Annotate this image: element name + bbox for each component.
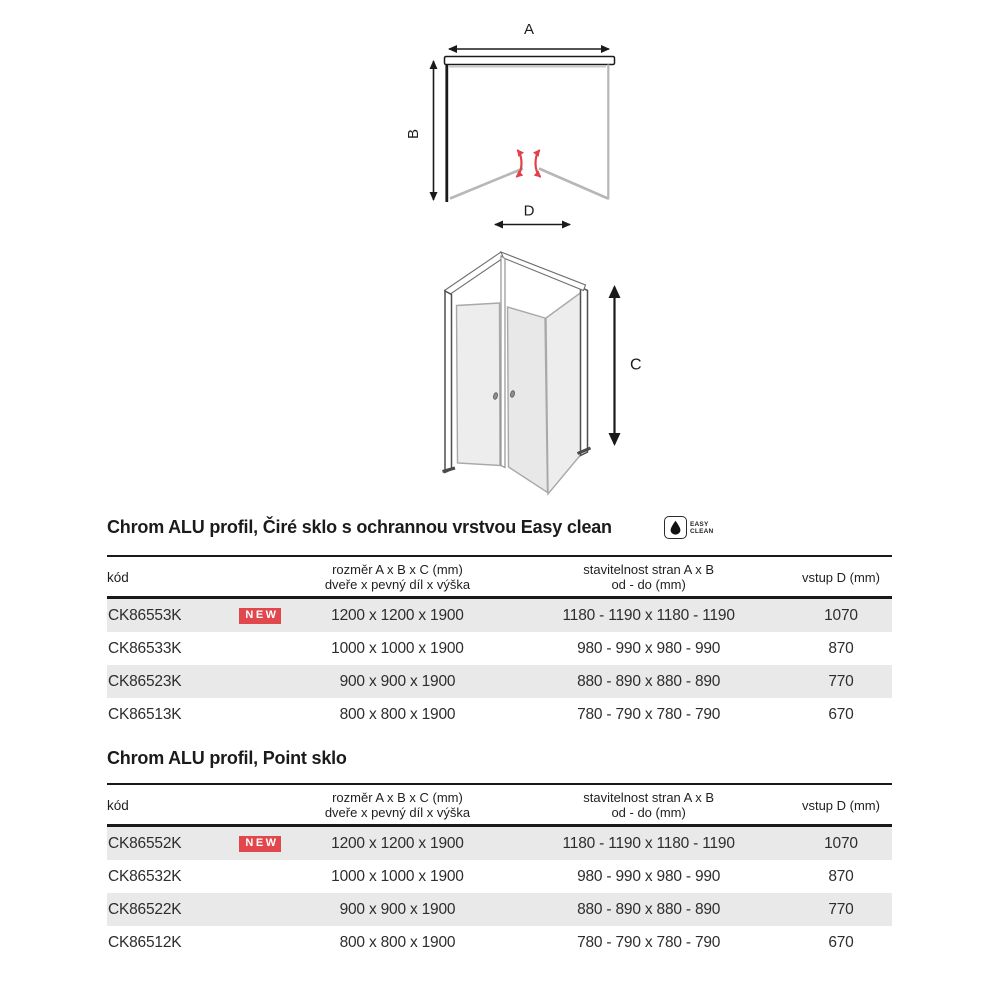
header-adjustability [507, 556, 790, 598]
code-cell [107, 826, 288, 861]
shower-enclosure-diagrams [388, 14, 668, 506]
header-size [288, 784, 508, 826]
code-cell [107, 632, 288, 665]
left-top-frame-bar [445, 252, 505, 296]
product-code: CK86522K [108, 900, 182, 918]
header-size-line1: rozměr A x B x C (mm) [332, 562, 463, 577]
spec-table-point-glass [107, 783, 892, 959]
dimension-cell: 1200 x 1200 x 1900 [331, 606, 464, 624]
adjustability-cell: 780 - 790 x 780 - 790 [577, 933, 721, 951]
table-row [107, 926, 892, 959]
header-adj-line1: stavitelnost stran A x B [583, 562, 715, 577]
adjustability-cell: 880 - 890 x 880 - 890 [577, 672, 721, 690]
left-door-open-line [450, 169, 523, 199]
dimension-cell: 800 x 800 x 1900 [339, 705, 456, 723]
product-code: CK86533K [108, 639, 182, 657]
header-code: kód [107, 784, 288, 826]
product-code: CK86512K [108, 933, 182, 951]
droplet-icon [664, 516, 687, 539]
header-code: kód [107, 556, 288, 598]
product-code: CK86553K [108, 606, 182, 624]
dimension-label-d: D [523, 202, 535, 220]
header-size-line2: dveře x pevný díl x výška [324, 805, 471, 820]
code-cell [107, 893, 288, 926]
table-header-row [107, 556, 892, 598]
entry-width-cell: 1070 [824, 834, 858, 852]
product-code: CK86513K [108, 705, 182, 723]
dimension-cell: 800 x 800 x 1900 [339, 933, 456, 951]
center-corner-mullion [501, 256, 505, 468]
table-row [107, 665, 892, 698]
easy-clean-line2: CLEAN [690, 527, 714, 535]
left-door-panel [457, 303, 501, 466]
code-cell [107, 665, 288, 698]
table-row [107, 598, 892, 633]
right-wall-profile [581, 287, 588, 456]
table-header-row [107, 784, 892, 826]
code-cell [107, 598, 288, 633]
header-adj-line1: stavitelnost stran A x B [583, 790, 715, 805]
easy-clean-line1: EASY [690, 520, 709, 528]
adjustability-cell: 1180 - 1190 x 1180 - 1190 [562, 606, 735, 624]
entry-width-cell: 770 [828, 900, 854, 918]
entry-width-cell: 1070 [824, 606, 858, 624]
new-badge: NEW [239, 608, 280, 624]
header-adj-line2: od - do (mm) [611, 805, 686, 820]
adjustability-cell: 880 - 890 x 880 - 890 [577, 900, 721, 918]
dimension-cell: 1000 x 1000 x 1900 [331, 639, 464, 657]
easy-clean-label [690, 521, 713, 535]
dimension-label-b: B [405, 128, 422, 140]
right-top-frame-bar [501, 252, 586, 291]
right-door-swing-arrow-icon [535, 150, 540, 177]
entry-width-cell: 770 [828, 672, 854, 690]
perspective-view-diagram [443, 252, 642, 494]
new-badge: NEW [239, 836, 280, 852]
table-row [107, 632, 892, 665]
dimension-cell: 900 x 900 x 1900 [339, 672, 456, 690]
header-adj-line2: od - do (mm) [611, 577, 686, 592]
dimension-label-c: C [630, 356, 642, 374]
code-cell [107, 698, 288, 731]
adjustability-cell: 1180 - 1190 x 1180 - 1190 [562, 834, 735, 852]
easy-clean-badge [664, 516, 713, 539]
left-wall-profile [445, 291, 452, 473]
dimension-label-a: A [523, 21, 535, 38]
code-cell [107, 926, 288, 959]
right-door-open-line [539, 169, 608, 199]
table-row [107, 860, 892, 893]
section-2-heading: Chrom ALU profil, Point sklo [107, 748, 347, 768]
right-door-panel [508, 307, 548, 493]
entry-width-cell: 670 [828, 705, 854, 723]
header-size-line2: dveře x pevný díl x výška [324, 577, 471, 592]
product-code: CK86532K [108, 867, 182, 885]
right-side-glass-panel [546, 291, 583, 494]
code-cell [107, 860, 288, 893]
adjustability-cell: 780 - 790 x 780 - 790 [577, 705, 721, 723]
table-row [107, 698, 892, 731]
dimension-cell: 900 x 900 x 1900 [339, 900, 456, 918]
left-door-swing-arrow-icon [517, 150, 522, 177]
top-view-diagram [405, 21, 615, 225]
header-entry: vstup D (mm) [790, 784, 892, 826]
product-code: CK86552K [108, 834, 182, 852]
table-row [107, 893, 892, 926]
adjustability-cell: 980 - 990 x 980 - 990 [577, 639, 721, 657]
entry-width-cell: 870 [828, 867, 854, 885]
product-code: CK86523K [108, 672, 182, 690]
section-1-heading: Chrom ALU profil, Čiré sklo s ochrannou vrstvou Easy clean [107, 517, 612, 537]
top-rail-profile [445, 57, 615, 65]
spec-table-easy-clean [107, 555, 892, 731]
adjustability-cell: 980 - 990 x 980 - 990 [577, 867, 721, 885]
entry-width-cell: 670 [828, 933, 854, 951]
table-row [107, 826, 892, 861]
header-size-line1: rozměr A x B x C (mm) [332, 790, 463, 805]
entry-width-cell: 870 [828, 639, 854, 657]
dimension-cell: 1200 x 1200 x 1900 [331, 834, 464, 852]
dimension-cell: 1000 x 1000 x 1900 [331, 867, 464, 885]
header-entry: vstup D (mm) [790, 556, 892, 598]
header-size [288, 556, 508, 598]
header-adjustability [507, 784, 790, 826]
